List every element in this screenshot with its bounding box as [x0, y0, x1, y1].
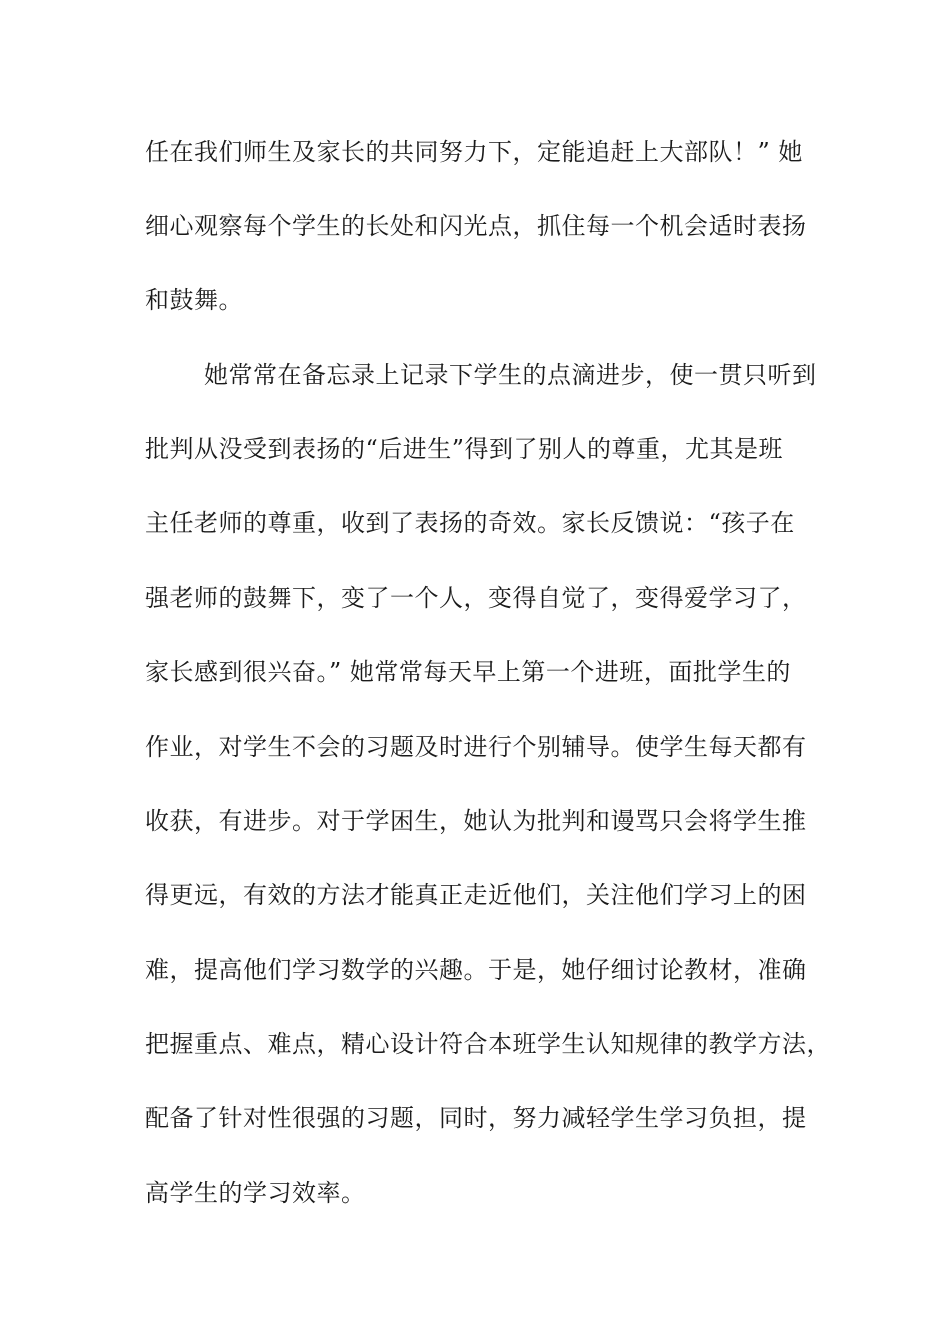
text-line: 得更远，有效的方法才能真正走近他们，关注他们学习上的困 [145, 881, 807, 909]
text-line: 强老师的鼓舞下，变了一个人，变得自觉了，变得爱学习了， [145, 584, 807, 612]
text-line: 作业，对学生不会的习题及时进行个别辅导。使学生每天都有 [145, 733, 807, 761]
text-line: 批判从没受到表扬的“后进生”得到了别人的尊重，尤其是班 [145, 435, 784, 463]
text-line: 配备了针对性很强的习题，同时，努力减轻学生学习负担，提 [145, 1104, 807, 1132]
text-line: 任在我们师生及家长的共同努力下，定能追赶上大部队！” 她 [145, 138, 803, 166]
text-line: 和鼓舞。 [145, 286, 243, 314]
text-line: 主任老师的尊重，收到了表扬的奇效。家长反馈说：“孩子在 [145, 509, 795, 537]
text-line: 高学生的学习效率。 [145, 1179, 366, 1207]
paragraph-first-line: 她常常在备忘录上记录下学生的点滴进步，使一贯只听到 [204, 361, 817, 389]
text-line: 难，提高他们学习数学的兴趣。于是，她仔细讨论教材，准确 [145, 956, 807, 984]
text-line: 细心观察每个学生的长处和闪光点，抓住每一个机会适时表扬 [145, 212, 807, 240]
text-line: 把握重点、难点，精心设计符合本班学生认知规律的教学方法， [145, 1030, 831, 1058]
text-line: 家长感到很兴奋。” 她常常每天早上第一个进班，面批学生的 [145, 658, 791, 686]
text-line: 收获，有进步。对于学困生，她认为批判和谩骂只会将学生推 [145, 807, 807, 835]
